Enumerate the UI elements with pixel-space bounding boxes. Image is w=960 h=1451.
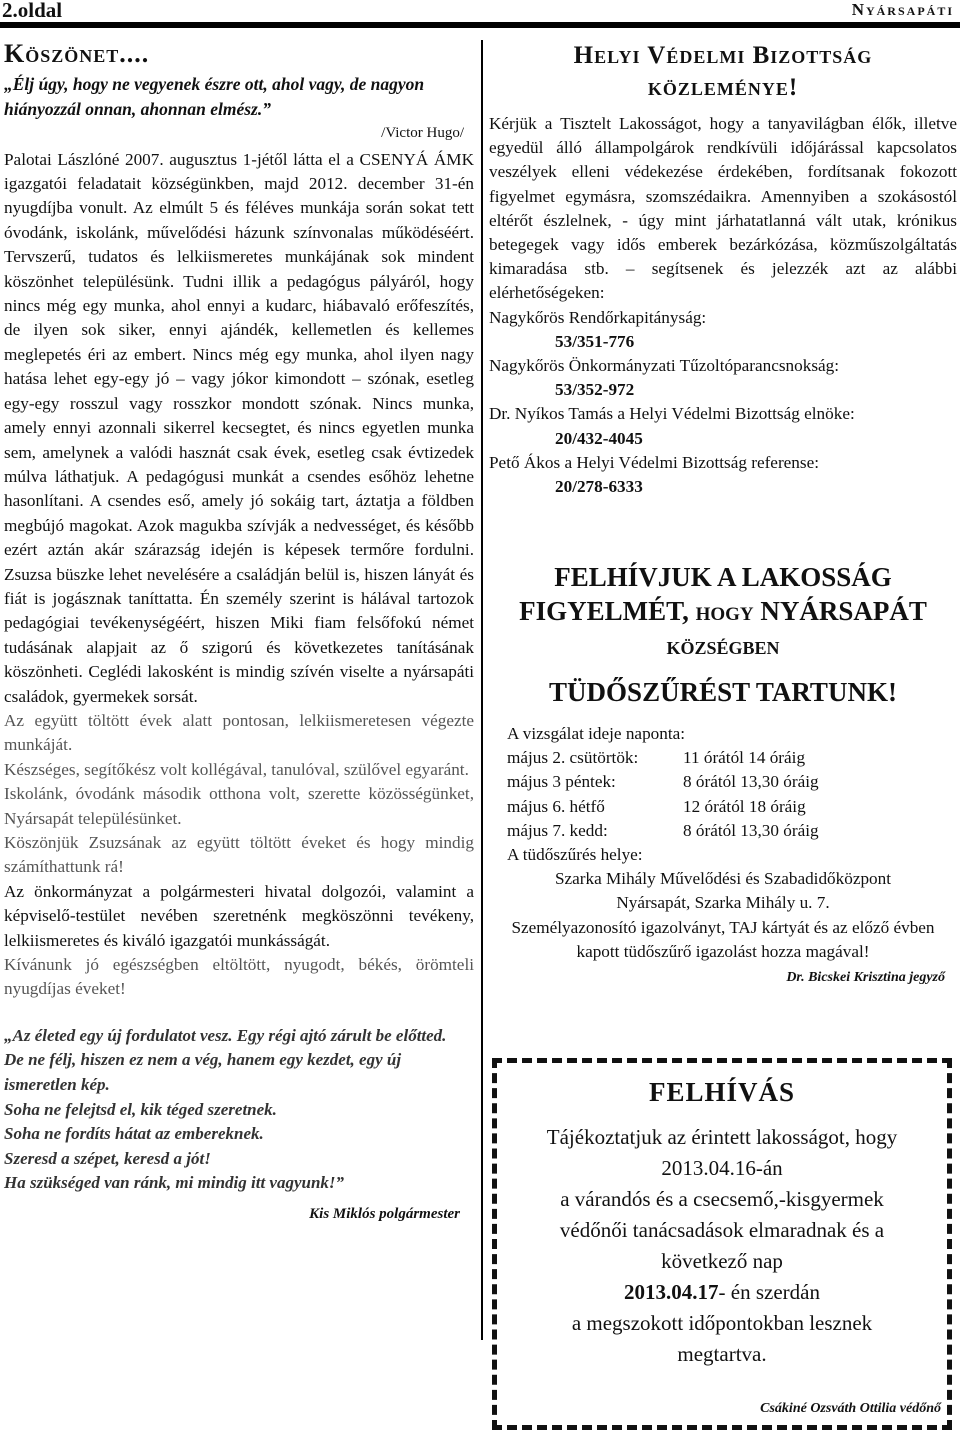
article-line-1: Az együtt töltött évek alatt pontosan, lelkiismeretesen végezte munkáját. [4,710,474,755]
defense-committee-notice [489,40,957,499]
felhivas-box [492,1058,952,1430]
felhivas-body [497,1122,947,1370]
newspaper-name: Nyársapáti [851,0,954,19]
screening-place [489,867,957,964]
screening-title-line-2 [489,594,957,632]
contact-label: Nagykőrös Rendőrkapitányság: [489,307,707,327]
nurse-signature: Csákiné Ozsváth Ottilia védőnő [760,1401,941,1416]
notary-signature: Dr. Bicskei Krisztina jegyző [786,970,945,986]
poem-line: De ne félj, hiszen ez nem a vég, hanem egy kezdet, egy új ismeretlen kép. [4,1050,402,1095]
screening-title-word: HOGY [695,604,754,625]
felhivas-line: a megszokott időpontokban lesznek [571,1311,873,1335]
notice-title-line-1: Helyi Védelmi Bizottság [573,42,873,69]
screening-subtitle: KÖZSÉGBEN [666,638,780,658]
screening-title-word: FIGYELMÉT, [519,596,689,626]
contact-phone: 53/352-972 [555,380,635,400]
schedule-row [507,795,957,819]
schedule-day: május 2. csütörtök: [507,748,639,768]
motto-author: /Victor Hugo/ [381,125,464,142]
notice-title [489,40,957,104]
schedule-time: 8 órától 13,30 óráig [683,772,819,792]
header-rule [0,22,960,28]
schedule-label: A vizsgálat ideje naponta: [507,724,686,743]
felhivas-line: megtartva. [677,1342,767,1366]
felhivas-date-line [497,1277,947,1308]
poem-line: Szeresd a szépet, keresd a jót! [4,1148,211,1168]
lung-screening-notice [489,560,957,986]
schedule-time: 11 órától 14 óráig [683,748,806,768]
felhivas-date: 2013.04.17 [624,1280,719,1304]
felhivas-line: védőnői tanácsadások elmaradnak és a [559,1218,885,1242]
schedule-row [507,746,957,770]
schedule-row [507,819,957,843]
article-line-2: Készséges, segítőkész volt kollégával, tanulóval, szülővel egyaránt. [4,759,469,779]
felhivas-date-rest: - én szerdán [718,1280,820,1304]
contact-phone: 20/278-6333 [555,477,643,497]
notice-title-line-2: közleménye! [647,74,799,101]
page-header [0,0,960,30]
schedule-day: május 3 péntek: [507,772,616,792]
felhivas-line: a várandós és a csecsemő,-kisgyermek [560,1187,884,1211]
contact-label: Pető Ákos a Helyi Védelmi Bizottság referense: [489,452,819,472]
contact-label: Dr. Nyíkos Tamás a Helyi Védelmi Bizottság elnöke: [489,404,855,424]
article-line-3: Iskolánk, óvodánk második otthona volt, szerette közösségünket, Nyársapát településünket. [4,784,474,828]
screening-title [489,560,957,632]
poem-line: Soha ne fordíts hátat az embereknek. [4,1124,264,1144]
place-label: A tüdőszűrés helye: [507,845,643,865]
poem-line: Soha ne felejtsd el, kik téged szeretnek. [4,1099,277,1119]
article-paragraph: Palotai Lászlóné 2007. augusztus 1-jétől látta el a CSENYÁ ÁMK igazgatói feladatait községünkben, majd 2012. december 31-én nyugdíjba vonult. Az elmúlt 5 és féléves munkája során sokat tett óvodánk, iskolánk, művelődési házunk színvonalas működéséért. Tervszerű, tudatos és lelkiismeretes munkájának sok mindent köszönhet településünk. Tudni illik a pedagógus pályáról, hogy nincs még egy munka, ahol ennyi a kudarc, hiábavaló erőfeszítés, de ilyen sok siker, ennyi ajándék, kellemetlen és kellemes meglepetés éri az embert. Nincs még egy munka, ahol ilyen nagy hatása lehet egy-egy jó – vagy jókor kimondott – szónak, esetleg egy-egy rosszul vagy rosszkor mondott szónak. Nincs munka, amely ennyi azonnali sikerrel kecsegtet, és nincs egyetlen munka sem, amelynek a valódi hasznát csak évek, esetleg csak évtizedek múlva láthatjuk. A pedagógusi munkát a csendes esőhöz lehetne hasonlítani. A csendes eső, amely jó sokáig tart, áztatja a földben megbújó magokat. Azok magukba szívják a nedvességet, és később ezért aztán akár szárazság idején is képesek termőre fordulni. Zsuzsa büszke lehet nevelésére a családján belül is, hiszen lányát és fiát is jogásznak taníttatta. Én személy szerint is hálával tartozok pedagógiai tevékenységéért, hiszen Miki fiam felsőfokú német tudásának alapjait az ő szigorú és következetes tanításának köszönheti. Ceglédi lakosként is mindig szívén viselte a nyársapáti családok, gyermekek sorsát. [4,149,474,706]
poem-line: Ha szükséged van ránk, mi mindig itt vagyunk!” [4,1173,345,1193]
schedule-row [507,770,957,794]
notice-body [489,112,957,499]
contact-label: Nagykőrös Önkormányzati Tűzoltóparancsnokság: [489,356,840,376]
article-line-4: Köszönjük Zsuzsának az együtt töltött éveket és hogy mindig számíthattunk rá! [4,833,474,877]
felhivas-line: 2013.04.16-án [661,1156,783,1180]
farewell-poem [4,1024,474,1196]
column-divider [481,40,483,1340]
screening-title-word: NYÁRSAPÁT [760,596,927,626]
felhivas-title: FELHÍVÁS [648,1077,796,1107]
schedule-day: május 7. kedd: [507,820,608,840]
screening-schedule [489,722,957,867]
place-name: Szarka Mihály Művelődési és Szabadidőközpont [554,869,892,889]
contact-phone: 53/351-776 [555,331,635,351]
contact-phone: 20/432-4045 [555,428,643,448]
page-number: 2.oldal [2,0,63,22]
notice-text: Kérjük a Tisztelt Lakosságot, hogy a tanyavilágban élők, illetve egyedül álló állampolgárok rendkívüli időjárással kapcsolatos veszélyek elleni védekezése érdekében, fordítsanak fokozott figyelmet egymásra, szomszédaikra. Amennyiben a szokásostól eltérőt észlelnek, - úgy mint járhatatlanná vált utak, krónikus betegegek vagy idős emberek bezárkózása, közműszolgáltatás kimaradása stb. – segítsenek és jelezzék azt az alábbi elérhetőségeken: [489,114,957,303]
screening-note: Személyazonosító igazolványt, TAJ kártyát és az előző évben kapott tüdőszűrő igazolást hozza magával! [511,917,935,961]
motto-quote: „Élj úgy, hogy ne vegyenek észre ott, ahol vagy, de nagyon hiányozzál onnan, ahonnan elmész.” [4,74,425,119]
thanks-article [4,40,474,1226]
place-address: Nyársapát, Szarka Mihály u. 7. [616,893,830,913]
article-title: Köszönet.... [4,39,150,68]
felhivas-line: Tájékoztatjuk az érintett lakosságot, hogy [546,1125,898,1149]
article-line-5: Kívánunk jó egészségben eltöltött, nyugodt, békés, örömteli nyugdíjas éveket! [4,955,474,999]
schedule-time: 12 órától 18 óráig [683,796,806,816]
poem-line: „Az életed egy új fordulatot vesz. Egy régi ajtó zárult be előtted. [4,1025,447,1045]
article-paragraph-2: Az önkormányzat a polgármesteri hivatal dolgozói, valamint a képviselő-testület nevében szeretnénk megköszönni tevékeny, lelkiismeretes és kiváló igazgatói munkásságát. [4,881,474,950]
schedule-time: 8 órától 13,30 óráig [683,820,819,840]
screening-title-line-1: FELHÍVJUK A LAKOSSÁG [554,562,892,592]
schedule-day: május 6. hétfő [507,796,605,816]
screening-headline: TÜDŐSZŰRÉST TARTUNK! [549,677,897,707]
felhivas-line: következő nap [661,1249,783,1273]
mayor-signature: Kis Miklós polgármester [309,1206,460,1222]
